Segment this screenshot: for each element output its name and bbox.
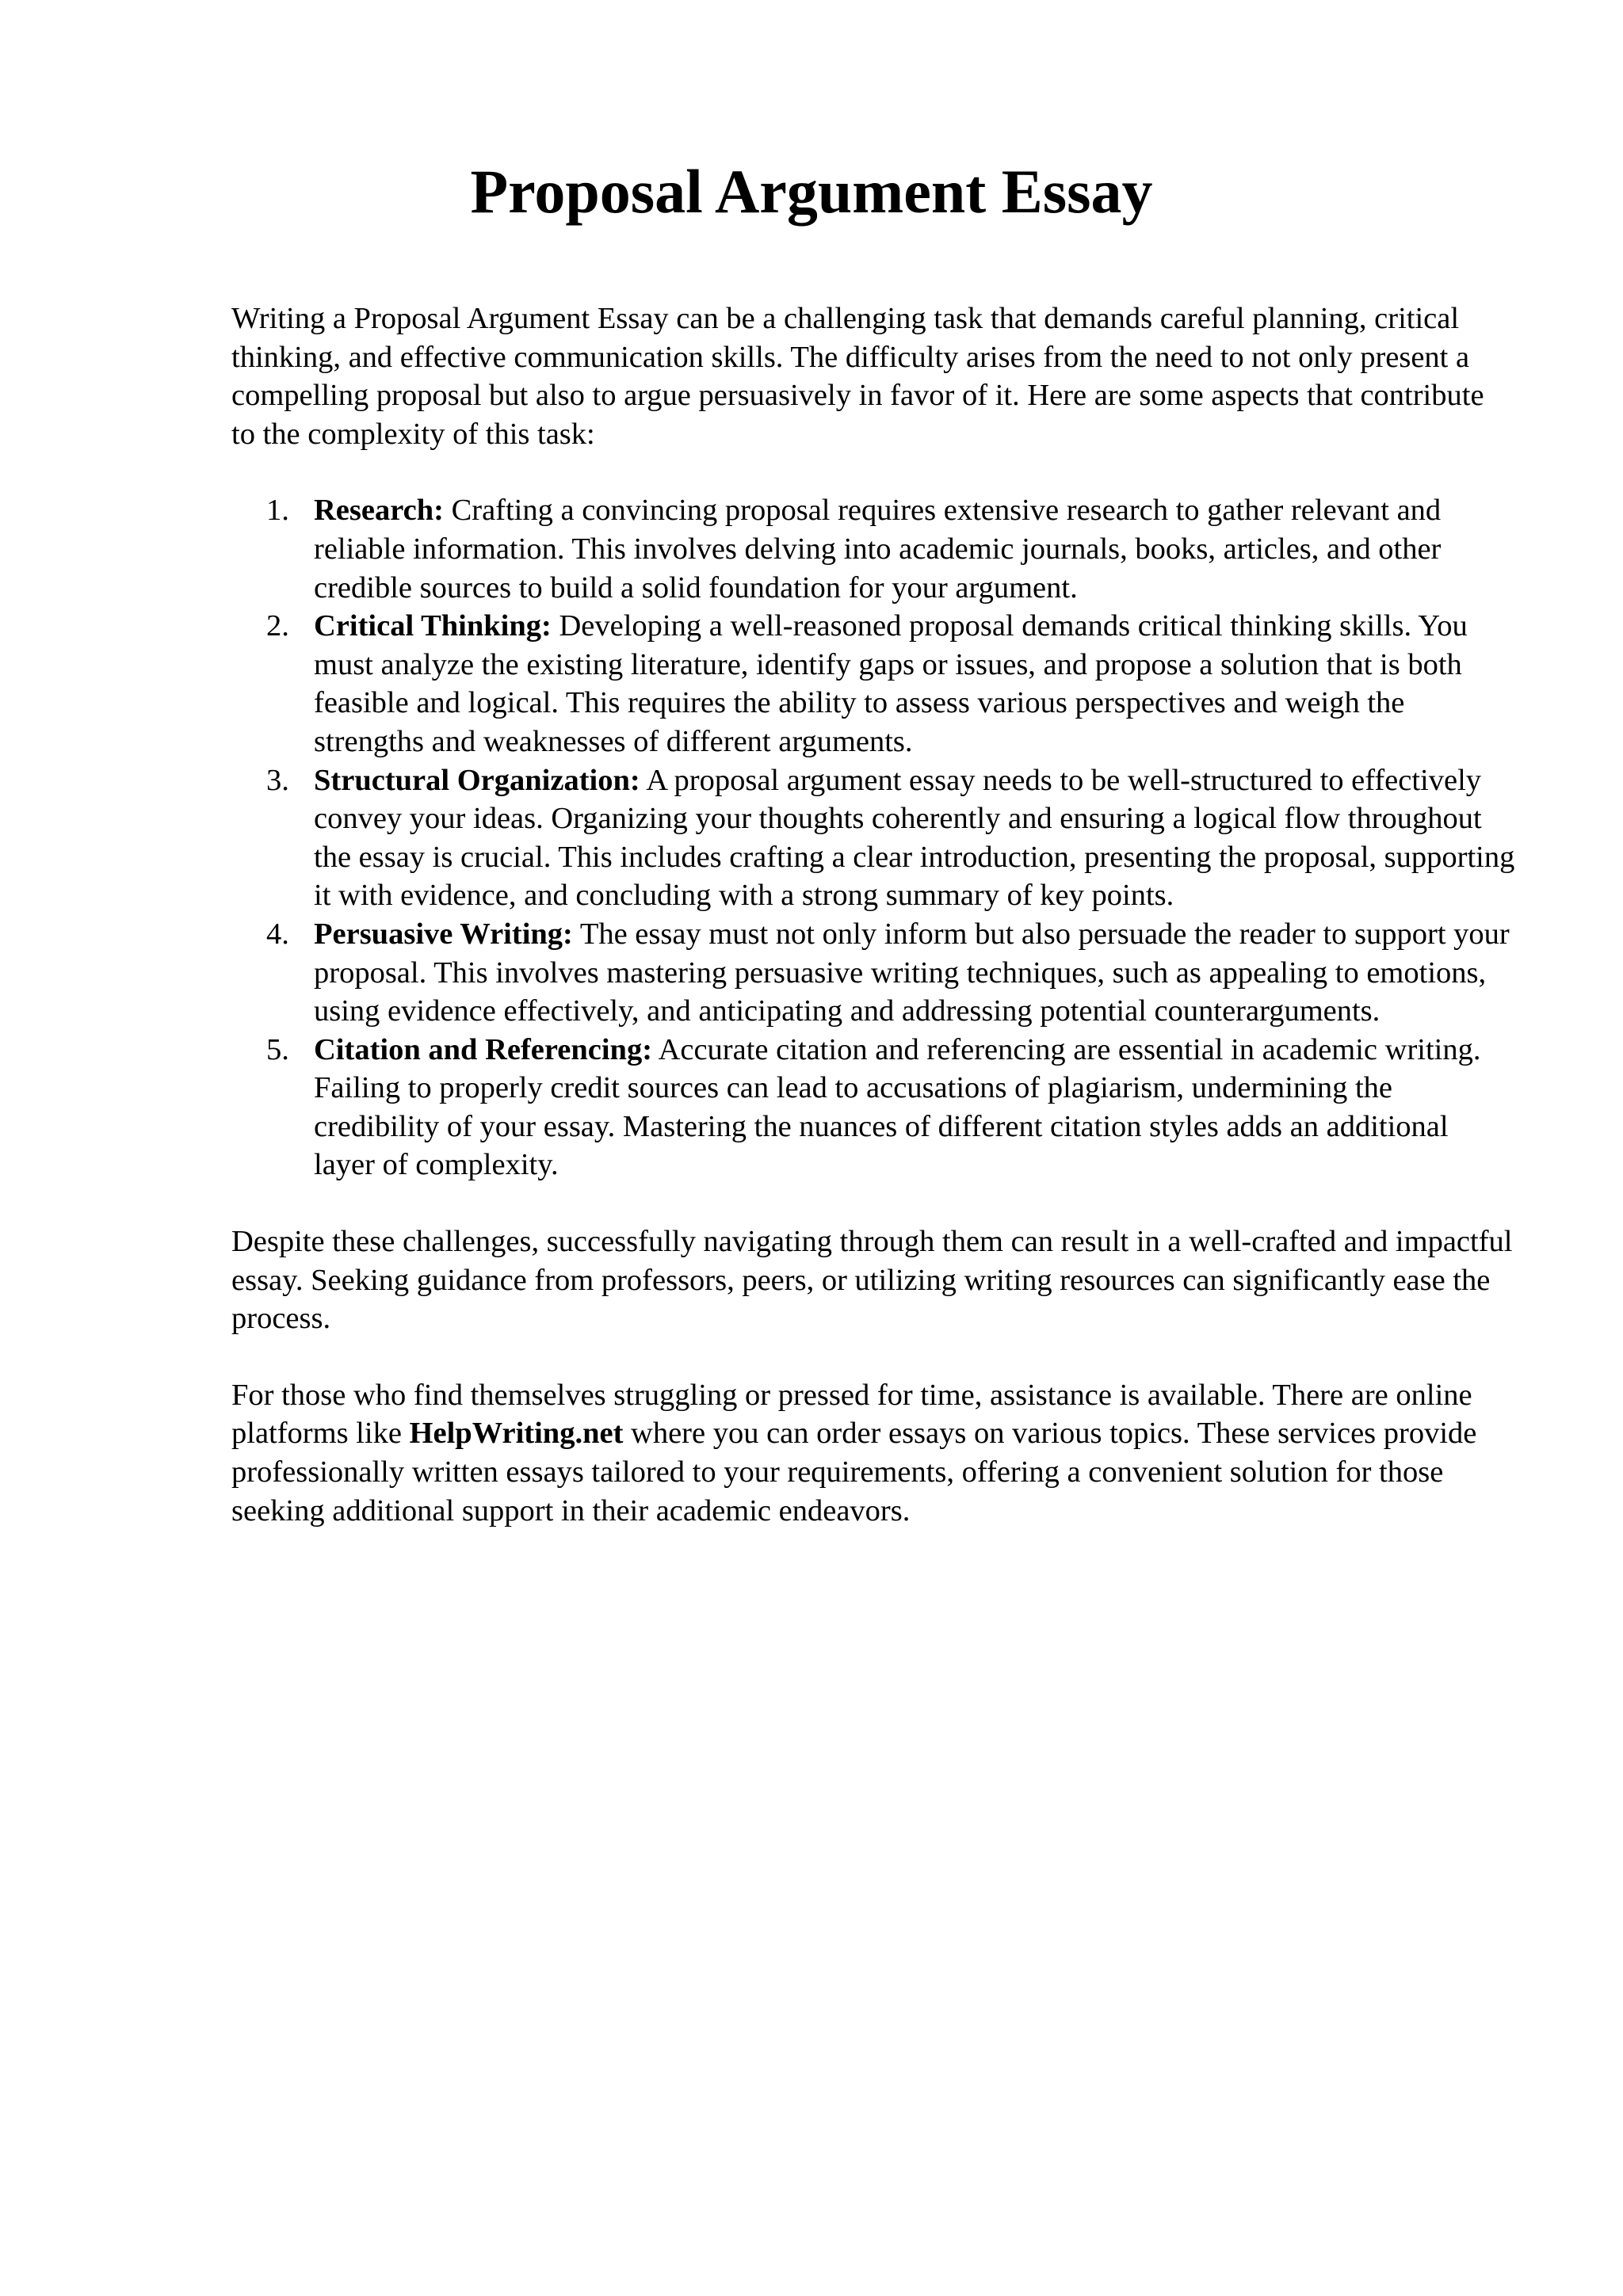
list-item-term: Citation and Referencing: [314,1032,653,1066]
list-item-number: 1. [266,494,289,528]
helpwriting-brand-text: HelpWriting.net [409,1417,624,1451]
list-item-number: 4. [266,917,289,951]
assistance-text-after: where you can order essays on various topics. These services provide professionally written essays tailored to your requirements, offering a convenient solution for those seeking additional support in their academic endeavors. [231,1417,1477,1527]
list-item-number: 3. [266,763,289,797]
list-item-text: A proposal argument essay needs to be well-structured to effectively convey your ideas. Organizing your thoughts coherently and ensuring a logical flow throughout the essay is crucial. This includes crafting a clear introduction, presenting the proposal, supporting it with evidence, and concluding with a strong summary of key points. [314,763,1515,913]
list-item-number: 5. [266,1032,289,1066]
list-item-term: Structural Organization: [314,763,640,797]
list-item-text: The essay must not only inform but also persuade the reader to support your proposal. This involves mastering persuasive writing techniques, such as appealing to emotions, using evidence effectively, and anticipating and addressing potential counterarguments. [314,917,1510,1028]
list-item-term: Persuasive Writing: [314,917,573,951]
assistance-paragraph [231,1376,1515,1530]
list-item-term: Research: [314,494,444,528]
list-item-term: Critical Thinking: [314,609,552,643]
list-item-text: Accurate citation and referencing are essential in academic writing. Failing to properly credit sources can lead to accusations of plagiarism, undermining the credibility of your essay. Mastering the nuances of different citation styles adds an additional layer of complexity. [314,1032,1481,1182]
list-item-text: Crafting a convincing proposal requires extensive research to gather relevant and reliable information. This involves delving into academic journals, books, articles, and other credible sources to build a solid foundation for your argument. [314,494,1442,605]
list-item-number: 2. [266,609,289,643]
list-item-text: Developing a well-reasoned proposal demands critical thinking skills. You must analyze the existing literature, identify gaps or issues, and propose a solution that is both feasible and logical. This requires the ability to assess various perspectives and weigh the strengths and weaknesses of different arguments. [314,609,1468,758]
list-item [231,915,1515,1031]
list-item [231,1031,1515,1184]
document-title: Proposal Argument Essay [470,157,1153,226]
list-item [231,607,1515,761]
intro-paragraph: Writing a Proposal Argument Essay can be a challenging task that demands careful planning, critical thinking, and effective communication skills. The difficulty arises from the need to not only present a compelling proposal but also to argue persuasively in favor of it. Here are some aspects that contribute to the complexity of this task: [231,302,1484,451]
document-body [231,299,1515,1530]
list-item [231,491,1515,607]
challenges-list [231,491,1515,1184]
list-item [231,761,1515,915]
assistance-text-before: For those who find themselves struggling or pressed for time, assistance is available. There are online platforms like [231,1378,1472,1451]
challenges-summary-paragraph: Despite these challenges, successfully navigating through them can result in a well-crafted and impactful essay. Seeking guidance from professors, peers, or utilizing writing resources can significantly ease the process. [231,1225,1513,1336]
